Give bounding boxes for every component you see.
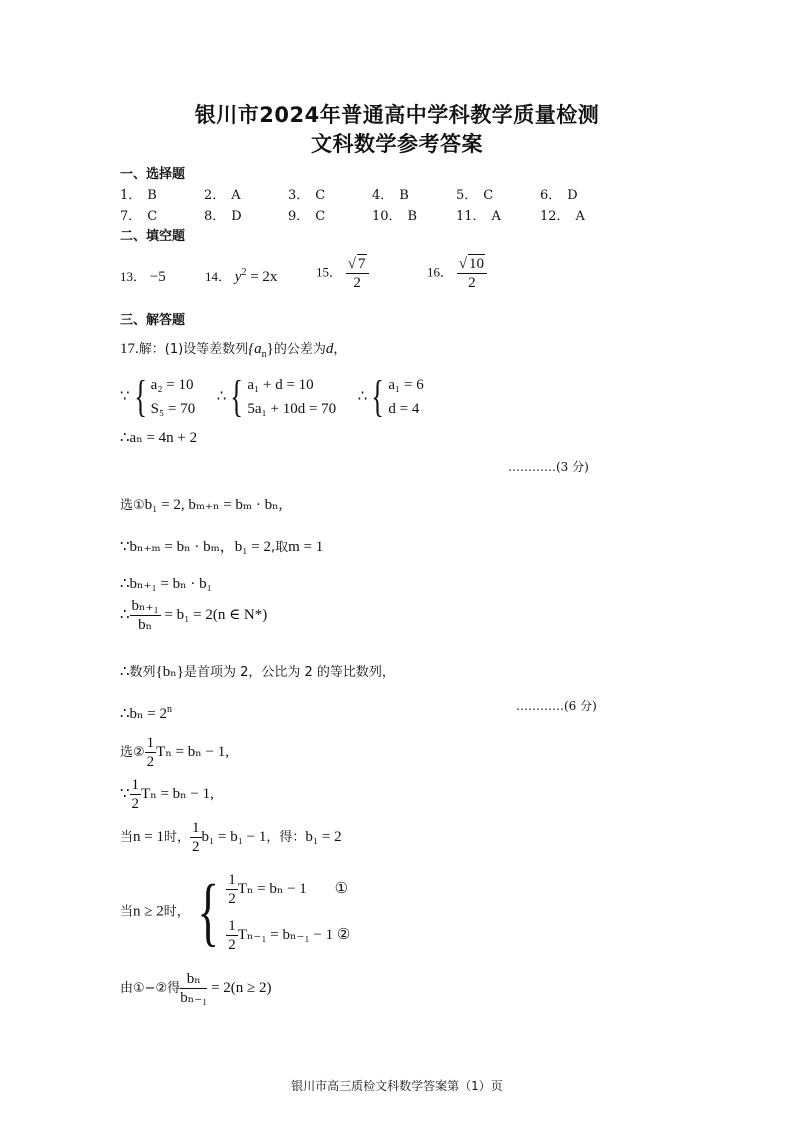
choice-letter: A [575, 209, 585, 224]
option2-ratio: 由①−②得 $\frac{\text{bₙ}}{\text{bₙ₋₁}}$ = 2(n ≥ 2) [120, 971, 272, 1006]
page-subtitle: 文科数学参考答案 [311, 132, 483, 156]
choice-number: 3． [288, 188, 310, 203]
choice-answer [372, 205, 417, 224]
choice-answer [288, 184, 325, 203]
score-mark-3: …………(3 分) [508, 460, 589, 474]
choice-number: 5． [456, 188, 478, 203]
section-solve-heading: 三、解答题 [120, 313, 186, 328]
choice-number: 6． [540, 188, 562, 203]
choice-answer [288, 205, 325, 224]
choice-number: 11． [456, 209, 486, 224]
option1-conclusion: ∴数列{bₙ}是首项为 2，公比为 2 的等比数列， [120, 664, 395, 680]
choice-answer [540, 184, 578, 203]
section-choice-heading: 一、选择题 [120, 167, 186, 182]
choice-letter: A [491, 209, 501, 224]
score-mark-6: …………(6 分) [516, 699, 597, 713]
choice-number: 10． [372, 209, 402, 224]
choice-letter: B [407, 209, 418, 224]
page-footer: 银川市高三质检文科数学答案第（1）页 [291, 1079, 503, 1093]
choice-letter: D [231, 209, 242, 224]
choice-letter: B [399, 188, 409, 203]
fill-answer-16: 16． $\frac{√ 10}{2}$ [427, 254, 487, 292]
choice-number: 7． [120, 209, 142, 224]
option1-step1: ∵bₙ₊ₘ = bₙ · bₘ，b₁ = 2,取m = 1 [120, 539, 324, 555]
fill-answer-15: 15． $\frac{√ 7}{2}$ [316, 254, 369, 292]
choice-letter: A [231, 188, 241, 203]
choice-answer [120, 184, 157, 203]
q17-intro: 17.解：(1)设等差数列$\{a_n\}$的公差为d， [120, 341, 347, 360]
choice-answer [120, 205, 157, 224]
option2-n2-case: 当n ≥ 2时，{ $\frac{1}{2}$ Tₙ = bₙ − 1 ① $\frac{1}{2}$ Tₙ₋₁ = bₙ₋₁ − 1 ② [120, 870, 351, 954]
choice-answer [204, 184, 241, 203]
fill-answer-13: 13． −5 [120, 269, 166, 285]
choice-answer [372, 184, 409, 203]
choice-letter: B [147, 188, 157, 203]
choice-number: 2． [204, 188, 226, 203]
option1-bn-result: ∴bₙ = $2^n$ [120, 704, 172, 722]
option1-premise: 选①b₁ = 2, bₘ₊ₙ = bₘ · bₙ, [120, 497, 283, 513]
choice-answer [540, 205, 585, 224]
choice-answer [204, 205, 242, 224]
choice-number: 12． [540, 209, 570, 224]
choice-letter: D [567, 188, 578, 203]
choice-number: 8． [204, 209, 226, 224]
choice-number: 4． [372, 188, 394, 203]
choice-letter: C [483, 188, 494, 203]
option2-premise: 选② $\frac{1}{2}$ Tₙ = bₙ − 1, [120, 735, 229, 770]
q17-an-result: ∴aₙ = 4n + 2 [120, 430, 198, 446]
page-title: 银川市2024年普通高中学科教学质量检测 [194, 103, 600, 127]
choice-number: 1． [120, 188, 142, 203]
choice-letter: C [315, 188, 326, 203]
choice-letter: C [315, 209, 326, 224]
choice-answer [456, 205, 501, 224]
q17-systems: ∵{ a₂ = 10 S₅ = 70 ∴{ a₁ + d = 10 5a₁ + 10d = 70 ∴{ a₁ = 6 d = 4 [120, 372, 424, 421]
choice-letter: C [147, 209, 158, 224]
fill-answer-14: 14． $y^2 = 2x$ [205, 267, 278, 285]
choice-answer [456, 184, 493, 203]
option1-step2: ∴bₙ₊₁ = bₙ · b₁ [120, 576, 212, 592]
section-fill-heading: 二、填空题 [120, 229, 186, 244]
option2-n1-case: 当n = 1时， $\frac{1}{2}$ b₁ = b₁ − 1，得：b₁ = 2 [120, 820, 342, 855]
option1-ratio: ∴ $\frac{\text{bₙ₊₁}}{\text{bₙ}}$ = b₁ = 2(n ∈ N*) [120, 598, 268, 633]
choice-number: 9． [288, 209, 310, 224]
option2-restate: ∵ $\frac{1}{2}$ Tₙ = bₙ − 1, [120, 777, 214, 812]
